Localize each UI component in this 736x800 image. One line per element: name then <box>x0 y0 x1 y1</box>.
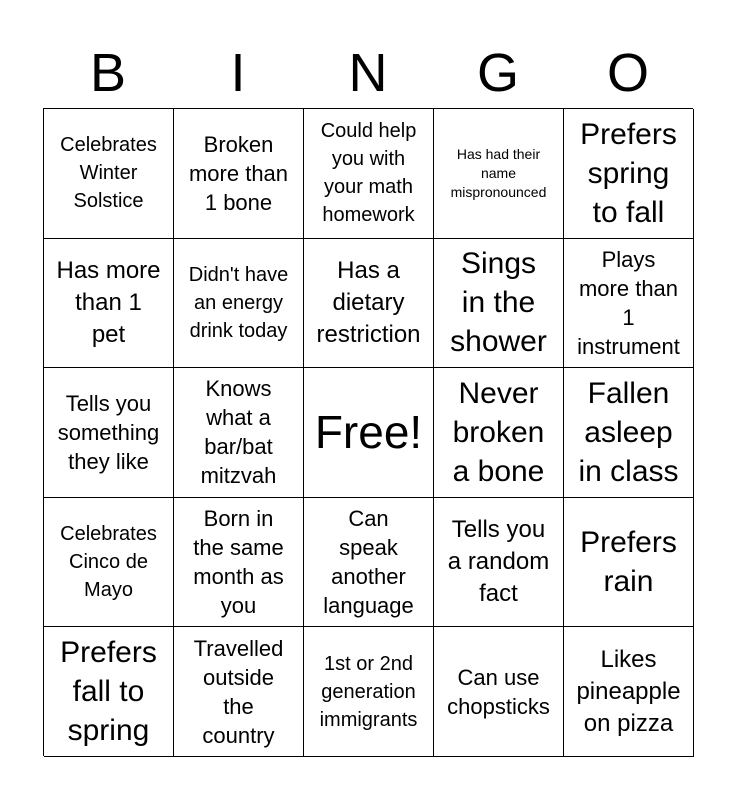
free-space-text: Free! <box>314 406 423 459</box>
bingo-cell[interactable] <box>44 498 174 628</box>
cell-text: Can use chopsticks <box>447 664 550 719</box>
bingo-cell[interactable] <box>434 627 564 757</box>
cell-text: Prefers fall to spring <box>60 636 157 748</box>
bingo-cell[interactable] <box>304 627 434 757</box>
bingo-cell[interactable] <box>174 498 304 628</box>
bingo-cell[interactable] <box>174 627 304 757</box>
cell-text: Could help you with your math homework <box>320 120 417 227</box>
cell-text: Has more than 1 pet <box>56 256 161 348</box>
bingo-cell[interactable] <box>174 368 304 498</box>
cell-text: Prefers rain <box>580 526 677 599</box>
cell-text: Has had their name mispronounced <box>450 145 547 200</box>
cell-text: Fallen asleep in class <box>578 376 679 488</box>
bingo-cell[interactable] <box>564 109 694 239</box>
bingo-card-grid <box>43 108 693 756</box>
cell-text: Can speak another language <box>323 506 414 619</box>
header-letter-g: G <box>476 43 519 103</box>
bingo-cell[interactable] <box>564 498 694 628</box>
bingo-cell[interactable] <box>564 368 694 498</box>
bingo-cell[interactable] <box>174 109 304 239</box>
bingo-cell[interactable] <box>564 239 694 369</box>
bingo-cell[interactable] <box>44 109 174 239</box>
cell-text: Prefers spring to fall <box>580 117 677 229</box>
bingo-cell[interactable] <box>304 239 434 369</box>
cell-text: Sings in the shower <box>450 247 547 359</box>
bingo-cell[interactable] <box>434 368 564 498</box>
header-letter-n: N <box>348 43 388 103</box>
bingo-cell[interactable] <box>434 239 564 369</box>
cell-text: Born in the same month as you <box>193 506 284 619</box>
bingo-cell[interactable] <box>44 239 174 369</box>
cell-text: Celebrates Winter Solstice <box>60 134 157 213</box>
cell-text: Tells you something they like <box>57 390 160 474</box>
bingo-cell[interactable] <box>564 627 694 757</box>
bingo-cell[interactable] <box>434 109 564 239</box>
header-letter-o: O <box>606 43 649 103</box>
cell-text: Travelled outside the country <box>193 635 284 748</box>
cell-text: Celebrates Cinco de Mayo <box>60 523 157 602</box>
cell-text: Never broken a bone <box>452 376 545 488</box>
bingo-cell[interactable] <box>174 239 304 369</box>
cell-text: Tells you a random fact <box>447 516 550 608</box>
free-space[interactable] <box>304 368 434 498</box>
bingo-cell[interactable] <box>44 368 174 498</box>
cell-text: Has a dietary restriction <box>316 256 421 348</box>
cell-text: Plays more than 1 instrument <box>577 246 680 359</box>
header-letter-i: I <box>230 43 246 103</box>
bingo-cell[interactable] <box>304 109 434 239</box>
bingo-cell[interactable] <box>304 498 434 628</box>
cell-text: 1st or 2nd generation immigrants <box>319 652 418 731</box>
bingo-cell[interactable] <box>44 627 174 757</box>
cell-text: Broken more than 1 bone <box>188 131 289 215</box>
cell-text: Knows what a bar/bat mitzvah <box>200 376 277 489</box>
bingo-cell[interactable] <box>434 498 564 628</box>
bingo-header <box>43 38 693 108</box>
cell-text: Likes pineapple on pizza <box>576 645 681 737</box>
header-letter-b: B <box>89 43 127 103</box>
cell-text: Didn't have an energy drink today <box>188 263 289 342</box>
